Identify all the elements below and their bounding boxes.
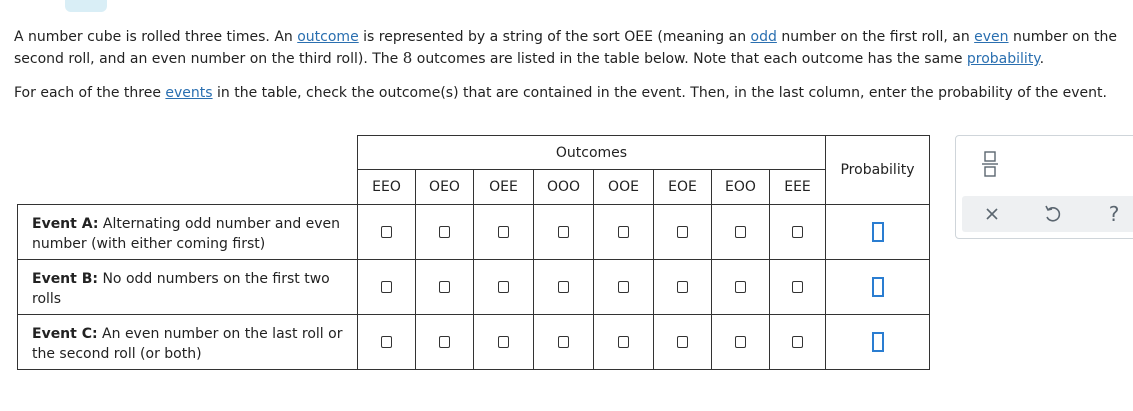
checkbox-cell: [770, 315, 826, 370]
outcome-checkbox-eee[interactable]: [792, 226, 803, 238]
column-header-ooe: OOE: [594, 170, 654, 205]
column-header-oee: OEE: [474, 170, 534, 205]
checkbox-cell: [594, 205, 654, 260]
probability-header: Probability: [826, 136, 930, 205]
event-label: Event C:: [32, 326, 98, 342]
event-row: [18, 260, 930, 315]
outcomes-header: Outcomes: [358, 136, 826, 170]
checkbox-cell: [474, 315, 534, 370]
event-row: [18, 315, 930, 370]
fraction-icon[interactable]: [980, 150, 1000, 178]
checkbox-cell: [712, 260, 770, 315]
outcome-checkbox-ooo[interactable]: [558, 281, 569, 293]
answer-toolbox: [955, 135, 1133, 239]
problem-paragraph-1: A number cube is rolled three times. An outcome is represented by a string of the sort OEE (meaning an odd number on the first roll, an even number on the second roll, and an even number on the third roll). The 8 outcomes are listed in the table below. Note that each outcome has the same probability.: [14, 29, 1117, 67]
column-header-ooo: OOO: [534, 170, 594, 205]
column-header-eeo: EEO: [358, 170, 416, 205]
probability-input[interactable]: [872, 332, 884, 352]
outcome-checkbox-oeo[interactable]: [439, 281, 450, 293]
checkbox-cell: [534, 315, 594, 370]
checkbox-cell: [358, 315, 416, 370]
outcome-checkbox-eee[interactable]: [792, 336, 803, 348]
outcome-count: 8: [402, 49, 413, 67]
vocab-link-odd[interactable]: odd: [750, 29, 777, 45]
help-icon[interactable]: ?: [1108, 202, 1120, 226]
outcome-checkbox-ooe[interactable]: [618, 226, 629, 238]
checkbox-cell: [416, 205, 474, 260]
checkbox-cell: [712, 205, 770, 260]
checkbox-cell: [358, 260, 416, 315]
probability-cell: [826, 315, 930, 370]
checkbox-cell: [416, 315, 474, 370]
checkbox-cell: [416, 260, 474, 315]
column-header-eee: EEE: [770, 170, 826, 205]
outcomes-table: [17, 135, 930, 370]
column-header-eoo: EOO: [712, 170, 770, 205]
event-text: No odd numbers on the first two rolls: [32, 271, 330, 307]
event-label: Event A:: [32, 216, 99, 232]
probability-cell: [826, 205, 930, 260]
checkbox-cell: [712, 315, 770, 370]
outcome-checkbox-eoe[interactable]: [677, 336, 688, 348]
tool-row: [962, 196, 1133, 232]
outcome-checkbox-oeo[interactable]: [439, 226, 450, 238]
event-text: Alternating odd number and even number (with either coming first): [32, 216, 341, 252]
probability-input[interactable]: [872, 277, 884, 297]
problem-paragraph-2: For each of the three events in the table, check the outcome(s) that are contained in the event. Then, in the last column, enter the probability of the event.: [14, 85, 1107, 101]
checkbox-cell: [594, 260, 654, 315]
probability-input[interactable]: [872, 222, 884, 242]
outcome-checkbox-ooe[interactable]: [618, 336, 629, 348]
vocab-link-outcome[interactable]: outcome: [297, 29, 359, 45]
outcome-checkbox-ooo[interactable]: [558, 226, 569, 238]
outcome-checkbox-eeo[interactable]: [381, 226, 392, 238]
clear-icon[interactable]: [980, 202, 1004, 226]
outcome-checkbox-eee[interactable]: [792, 281, 803, 293]
checkbox-cell: [654, 315, 712, 370]
outcome-checkbox-ooe[interactable]: [618, 281, 629, 293]
event-row: [18, 205, 930, 260]
checkbox-cell: [654, 260, 712, 315]
collapse-tab[interactable]: [65, 0, 107, 12]
checkbox-cell: [770, 205, 826, 260]
column-header-oeo: OEO: [416, 170, 474, 205]
outcome-checkbox-eoo[interactable]: [735, 226, 746, 238]
checkbox-cell: [358, 205, 416, 260]
event-description: [18, 205, 358, 260]
vocab-link-probability[interactable]: probability: [966, 51, 1040, 67]
problem-statement: [14, 27, 1129, 104]
checkbox-cell: [474, 260, 534, 315]
checkbox-cell: [770, 260, 826, 315]
event-description: [18, 260, 358, 315]
event-text: An even number on the last roll or the second roll (or both): [32, 326, 343, 362]
vocab-link-even[interactable]: even: [974, 29, 1009, 45]
outcome-checkbox-eoe[interactable]: [677, 226, 688, 238]
outcome-checkbox-oee[interactable]: [498, 226, 509, 238]
outcome-checkbox-eoo[interactable]: [735, 336, 746, 348]
outcome-checkbox-oee[interactable]: [498, 336, 509, 348]
outcome-checkbox-eeo[interactable]: [381, 281, 392, 293]
undo-icon[interactable]: [1040, 202, 1064, 226]
checkbox-cell: [594, 315, 654, 370]
event-label: Event B:: [32, 271, 98, 287]
probability-cell: [826, 260, 930, 315]
outcome-checkbox-oee[interactable]: [498, 281, 509, 293]
checkbox-cell: [474, 205, 534, 260]
outcome-checkbox-eeo[interactable]: [381, 336, 392, 348]
checkbox-cell: [534, 205, 594, 260]
outcome-checkbox-oeo[interactable]: [439, 336, 450, 348]
checkbox-cell: [654, 205, 712, 260]
checkbox-cell: [534, 260, 594, 315]
event-description: [18, 315, 358, 370]
column-header-eoe: EOE: [654, 170, 712, 205]
outcome-checkbox-eoo[interactable]: [735, 281, 746, 293]
outcome-checkbox-ooo[interactable]: [558, 336, 569, 348]
vocab-link-events[interactable]: events: [165, 85, 213, 101]
outcome-checkbox-eoe[interactable]: [677, 281, 688, 293]
